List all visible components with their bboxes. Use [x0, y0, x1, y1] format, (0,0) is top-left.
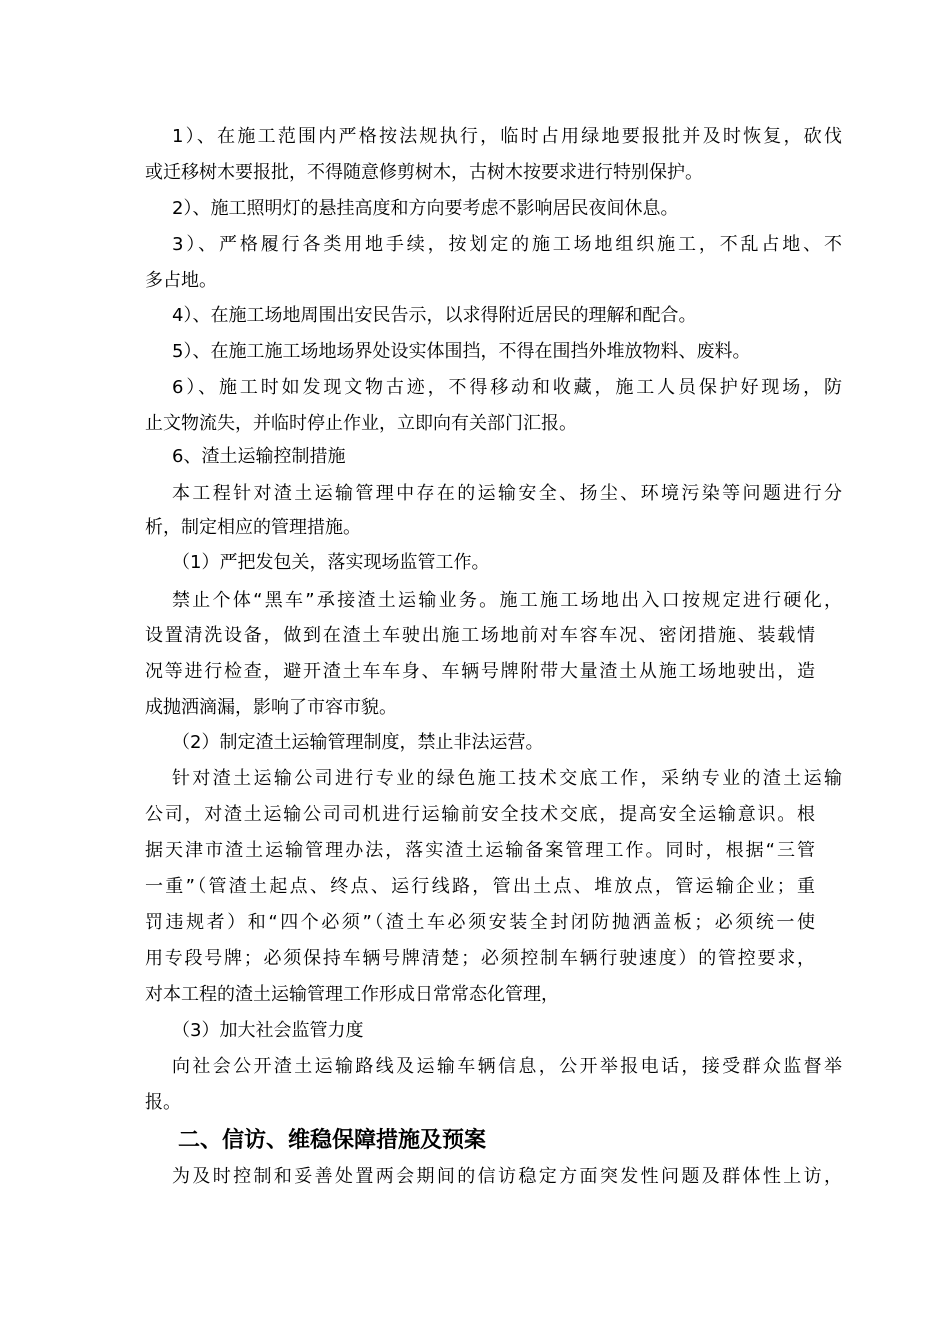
paragraph-line: 析，制定相应的管理措施。: [145, 517, 361, 538]
paragraph-line: 对本工程的渣土运输管理工作形成日常常态化管理，: [145, 984, 559, 1005]
paragraph-line: 2）、施工照明灯的悬挂高度和方向要考虑不影响居民夜间休息。: [172, 198, 679, 219]
paragraph-line: 3）、严格履行各类用地手续，按划定的施工场地组织施工，不乱占地、不: [172, 234, 842, 255]
section-heading: 二、信访、维稳保障措施及预案: [178, 1128, 487, 1153]
paragraph-line: （2）制定渣土运输管理制度，禁止非法运营。: [172, 732, 544, 753]
paragraph-line: 禁止个体“黑车”承接渣土运输业务。施工施工场地出入口按规定进行硬化，: [172, 590, 842, 611]
paragraph-line: 一重”（管渣土起点、终点、运行线路，管出土点、堆放点，管运输企业；重: [145, 876, 815, 897]
paragraph-line: 罚违规者）和“四个必须”（渣土车必须安装全封闭防抛洒盖板；必须统一使: [145, 912, 815, 933]
paragraph-line: 5）、在施工施工场地场界处设实体围挡，不得在围挡外堆放物料、废料。: [172, 341, 751, 362]
paragraph-line: 本工程针对渣土运输管理中存在的运输安全、扬尘、环境污染等问题进行分: [172, 483, 842, 504]
paragraph-line: 1）、在施工范围内严格按法规执行，临时占用绿地要报批并及时恢复，砍伐: [172, 126, 842, 147]
paragraph-line: 或迁移树木要报批，不得随意修剪树木，古树木按要求进行特别保护。: [145, 162, 703, 183]
paragraph-line: 向社会公开渣土运输路线及运输车辆信息，公开举报电话，接受群众监督举: [172, 1056, 842, 1077]
paragraph-line: 6）、施工时如发现文物古迹，不得移动和收藏，施工人员保护好现场，防: [172, 377, 842, 398]
paragraph-line: 为及时控制和妥善处置两会期间的信访稳定方面突发性问题及群体性上访，: [172, 1166, 842, 1187]
paragraph-line: 用专段号牌；必须保持车辆号牌清楚；必须控制车辆行驶速度）的管控要求，: [145, 948, 815, 969]
paragraph-line: 据天津市渣土运输管理办法，落实渣土运输备案管理工作。同时，根据“三管: [145, 840, 815, 861]
paragraph-line: （3）加大社会监管力度: [172, 1020, 364, 1041]
paragraph-line: 止文物流失，并临时停止作业，立即向有关部门汇报。: [145, 413, 577, 434]
paragraph-line: （1）严把发包关，落实现场监管工作。: [172, 552, 490, 573]
paragraph-line: 公司，对渣土运输公司司机进行运输前安全技术交底，提高安全运输意识。根: [145, 804, 815, 825]
paragraph-line: 4）、在施工场地周围出安民告示，以求得附近居民的理解和配合。: [172, 305, 697, 326]
paragraph-line: 况等进行检查，避开渣土车车身、车辆号牌附带大量渣土从施工场地驶出，造: [145, 661, 815, 682]
paragraph-line: 报。: [145, 1092, 181, 1113]
paragraph-line: 针对渣土运输公司进行专业的绿色施工技术交底工作，采纳专业的渣土运输: [172, 768, 842, 789]
section-subtitle: 6、渣土运输控制措施: [172, 446, 346, 467]
paragraph-line: 设置清洗设备，做到在渣土车驶出施工场地前对车容车况、密闭措施、装载情: [145, 625, 815, 646]
paragraph-line: 成抛洒滴漏，影响了市容市貌。: [145, 697, 397, 718]
paragraph-line: 多占地。: [145, 270, 217, 291]
